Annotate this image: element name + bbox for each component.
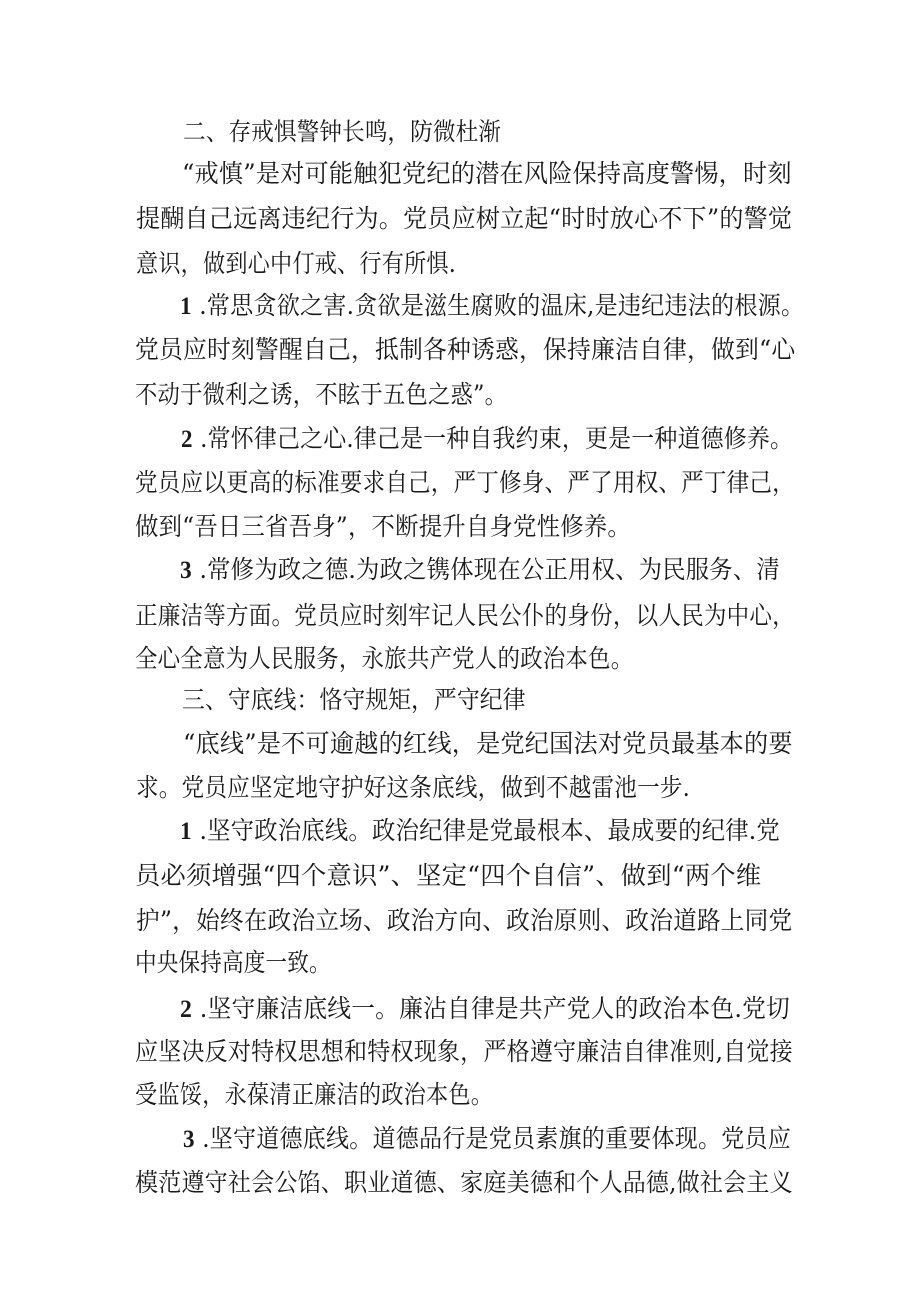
text-line: [135, 379, 507, 411]
text-line: [135, 947, 331, 979]
item-number: 2: [181, 426, 193, 453]
line-text: .常怀律己之心.律己是一种自我约束，更是一种道德修养。: [192, 424, 794, 453]
line-text: .常思贪欲之害.贪欲是滋生腐败的温床,是违纪违法的根源。: [191, 291, 805, 320]
text-line: [180, 290, 804, 322]
section-heading: [183, 116, 501, 148]
text-line: [135, 1079, 493, 1111]
line-text: 应坚决反对特权思想和特权现象，严格遵守廉洁自律准则,自觉接: [135, 1037, 793, 1066]
text-line: [136, 905, 792, 937]
line-text: 求。党员应坚定地守护好这条底线，做到不越雷池一步.: [136, 773, 690, 802]
text-line: [135, 1036, 793, 1068]
text-line: [136, 772, 690, 804]
line-text: 模范遵守社会公馅、职业道德、家庭美德和个人品德,做社会主义: [135, 1168, 793, 1197]
text-line: [182, 158, 792, 190]
text-line: [135, 643, 633, 675]
line-text: 意识，做到心中仃戒、行有所惧.: [136, 249, 456, 278]
item-number: 2: [180, 996, 193, 1023]
text-line: [136, 248, 456, 280]
item-number: 3: [180, 557, 192, 584]
text-line: [135, 1167, 793, 1199]
text-line: [180, 815, 780, 847]
line-text: 做到“吾日三省吾身”，不断提升自身党性修养。: [135, 512, 631, 541]
text-line: [135, 860, 761, 892]
text-line: [135, 600, 795, 632]
line-text: 党员应以更高的标准要求自己，严丁修身、严了用权、严丁律己，: [135, 468, 795, 497]
line-text: .坚守廉洁底线一。廉沾自律是共产党人的政治本色.党切: [192, 994, 790, 1023]
line-text: 正廉洁等方面。党员应时刻牢记人民公仆的身份，以人民为中心，: [135, 601, 795, 630]
item-number: 1: [180, 293, 192, 320]
line-text: 党员应时刻警醒自己，抵制各种诱惑，保持廉洁自律，做到“心: [135, 335, 796, 364]
line-text: .常修为政之德.为政之镌体现在公正用权、为民服务、清: [191, 555, 780, 584]
line-text: 三、守底线：恪守规矩，严守纪律: [182, 685, 526, 714]
line-text: 全心全意为人民服务，永旅共产党人的政治本色。: [135, 644, 634, 673]
text-line: [135, 467, 795, 499]
line-text: 二、存戒惧警钟长鸣，防微杜渐: [183, 117, 501, 146]
text-line: [180, 554, 780, 586]
line-text: “底线”是不可逾越的红线，是党纪国法对党员最基本的要: [183, 729, 793, 758]
line-text: “戒慎”是对可能触犯党纪的潜在风险保持高度警惕，时刻: [182, 159, 792, 188]
line-text: 不动于微利之诱，不眩于五色之惑”。: [135, 380, 508, 409]
text-line: [183, 1123, 791, 1155]
text-line: [183, 728, 793, 760]
line-text: 员必须增强“四个意识”、坚定“四个自信”、做到“两个维: [135, 861, 762, 890]
line-text: 提醐自己远离违纪行为。党员应树立起“时时放心不下”的警觉: [136, 204, 793, 233]
line-text: 护”，始终在政治立场、政治方向、政治原则、政治道路上同党: [136, 906, 793, 935]
text-line: [181, 423, 793, 455]
text-line: [135, 334, 795, 366]
text-line: [136, 203, 792, 235]
line-text: 受监馁，永葆清正廉洁的政治本色。: [135, 1080, 494, 1109]
line-text: .坚守政治底线。政治纪律是党最根本、最成要的纪律.党: [191, 816, 780, 845]
line-text: .坚守道德底线。道德品行是党员素旗的重要体现。党员应: [194, 1124, 791, 1153]
text-line: [180, 993, 790, 1025]
line-text: 中央保持高度一致。: [135, 948, 331, 977]
text-line: [135, 511, 631, 543]
item-number: 1: [180, 818, 192, 845]
section-heading: [182, 684, 526, 716]
item-number: 3: [183, 1126, 195, 1153]
